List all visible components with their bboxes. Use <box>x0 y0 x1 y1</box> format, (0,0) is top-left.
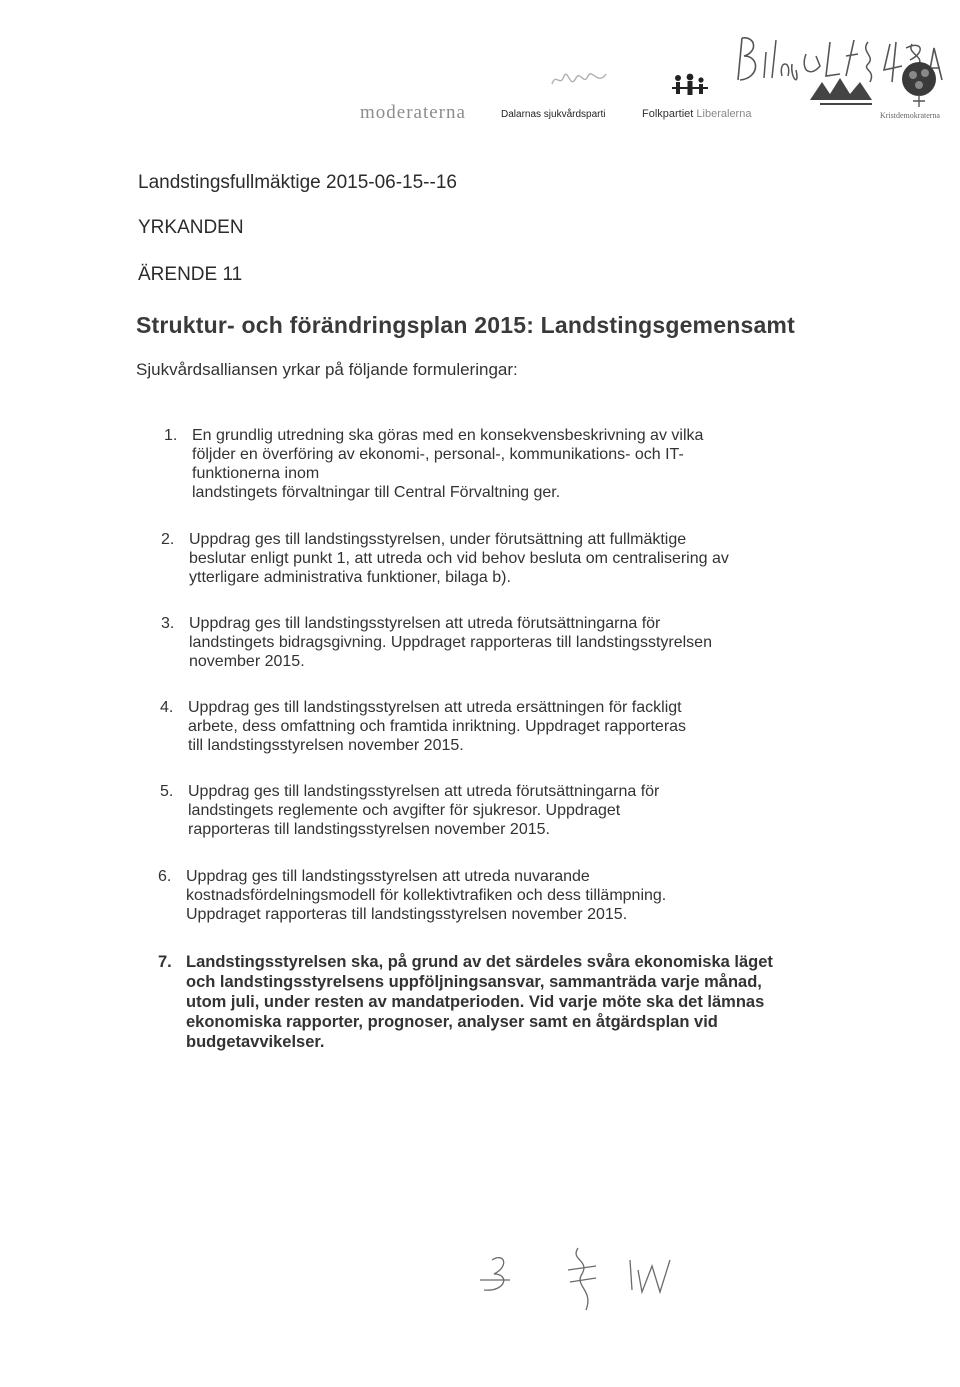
item-line: följder en överföring av ekonomi-, personal-, kommunikations- och IT- <box>192 446 684 463</box>
item-line: till landstingsstyrelsen november 2015. <box>188 737 464 754</box>
document-type-heading: YRKANDEN <box>138 217 244 238</box>
item-number: 7. <box>158 953 172 971</box>
item-line: landstingets bidragsgivning. Uppdraget rapporteras till landstingsstyrelsen <box>189 634 712 651</box>
liberalerna-text: Liberalerna <box>696 108 752 120</box>
folkpartiet-liberalerna-logo <box>642 108 751 120</box>
kristdemokraterna-logo: Kristdemokraterna <box>880 111 940 120</box>
item-number: 3. <box>161 615 175 632</box>
item-number: 5. <box>160 783 174 800</box>
item-number: 1. <box>164 427 178 444</box>
arende-heading: ÄRENDE 11 <box>138 264 243 285</box>
plan-title: Struktur- och förändringsplan 2015: Landstingsgemensamt <box>136 312 795 338</box>
item-line: och landstingsstyrelsens uppföljningsansvar, sammanträda varje månad, <box>186 973 762 991</box>
item-line: funktionerna inom <box>192 465 320 482</box>
moderaterna-logo: moderaterna <box>360 102 466 123</box>
kristdemokraterna-flower-icon <box>895 55 945 115</box>
item-line: arbete, dess omfattning och framtida inriktning. Uppdraget rapporteras <box>188 718 687 735</box>
list-item-5 <box>160 782 660 839</box>
list-item-3 <box>161 614 712 671</box>
item-line: Uppdraget rapporteras till landstingsstyrelsen november 2015. <box>186 906 628 923</box>
list-item-2 <box>161 530 729 587</box>
item-number: 6. <box>158 868 172 885</box>
item-line: landstingets förvaltningar till Central Förvaltning ger. <box>192 484 561 501</box>
family-icon <box>668 72 712 100</box>
list-item-4 <box>160 698 687 755</box>
list-item-1 <box>164 426 704 502</box>
handwritten-initials <box>470 1230 730 1320</box>
item-number: 4. <box>160 699 174 716</box>
item-line: ekonomiska rapporter, prognoser, analyser samt en åtgärdsplan vid <box>186 1013 718 1031</box>
item-line: landstingets reglemente och avgifter för sjukresor. Uppdraget <box>188 802 621 819</box>
item-line: Uppdrag ges till landstingsstyrelsen att utreda nuvarande <box>186 868 590 885</box>
item-line: Landstingsstyrelsen ska, på grund av det särdeles svåra ekonomiska läget <box>186 953 773 971</box>
dalarnas-sjukvardsparti-logo: Dalarnas sjukvårdsparti <box>501 109 606 120</box>
item-line: ytterligare administrativa funktioner, bilaga b). <box>189 569 511 586</box>
item-line: kostnadsfördelningsmodell för kollektivtrafiken och dess tillämpning. <box>186 887 667 904</box>
item-line: budgetavvikelser. <box>186 1033 325 1051</box>
folkpartiet-text: Folkpartiet <box>642 108 694 120</box>
item-line: Uppdrag ges till landstingsstyrelsen att utreda förutsättningarna för <box>189 615 661 632</box>
item-line: Uppdrag ges till landstingsstyrelsen att utreda ersättningen för fackligt <box>188 699 682 716</box>
meeting-title: Landstingsfullmäktige 2015-06-15--16 <box>138 172 457 193</box>
list-item-7 <box>158 952 773 1052</box>
item-line: Uppdrag ges till landstingsstyrelsen, under förutsättning att fullmäktige <box>189 531 687 548</box>
item-line: utom juli, under resten av mandatperioden. Vid varje möte ska det lämnas <box>186 993 765 1011</box>
handwritten-nya-mark <box>548 62 612 96</box>
item-line: november 2015. <box>189 653 305 670</box>
item-line: rapporteras till landstingsstyrelsen november 2015. <box>188 821 550 838</box>
item-line: En grundlig utredning ska göras med en konsekvensbeskrivning av vilka <box>192 427 704 444</box>
item-line: beslutar enligt punkt 1, att utreda och vid behov besluta om centralisering av <box>189 550 729 567</box>
liberalerna-emblem <box>800 70 890 110</box>
intro-text: Sjukvårdsalliansen yrkar på följande formuleringar: <box>136 360 518 379</box>
list-item-6 <box>158 867 667 924</box>
item-number: 2. <box>161 531 175 548</box>
item-line: Uppdrag ges till landstingsstyrelsen att utreda förutsättningarna för <box>188 783 660 800</box>
